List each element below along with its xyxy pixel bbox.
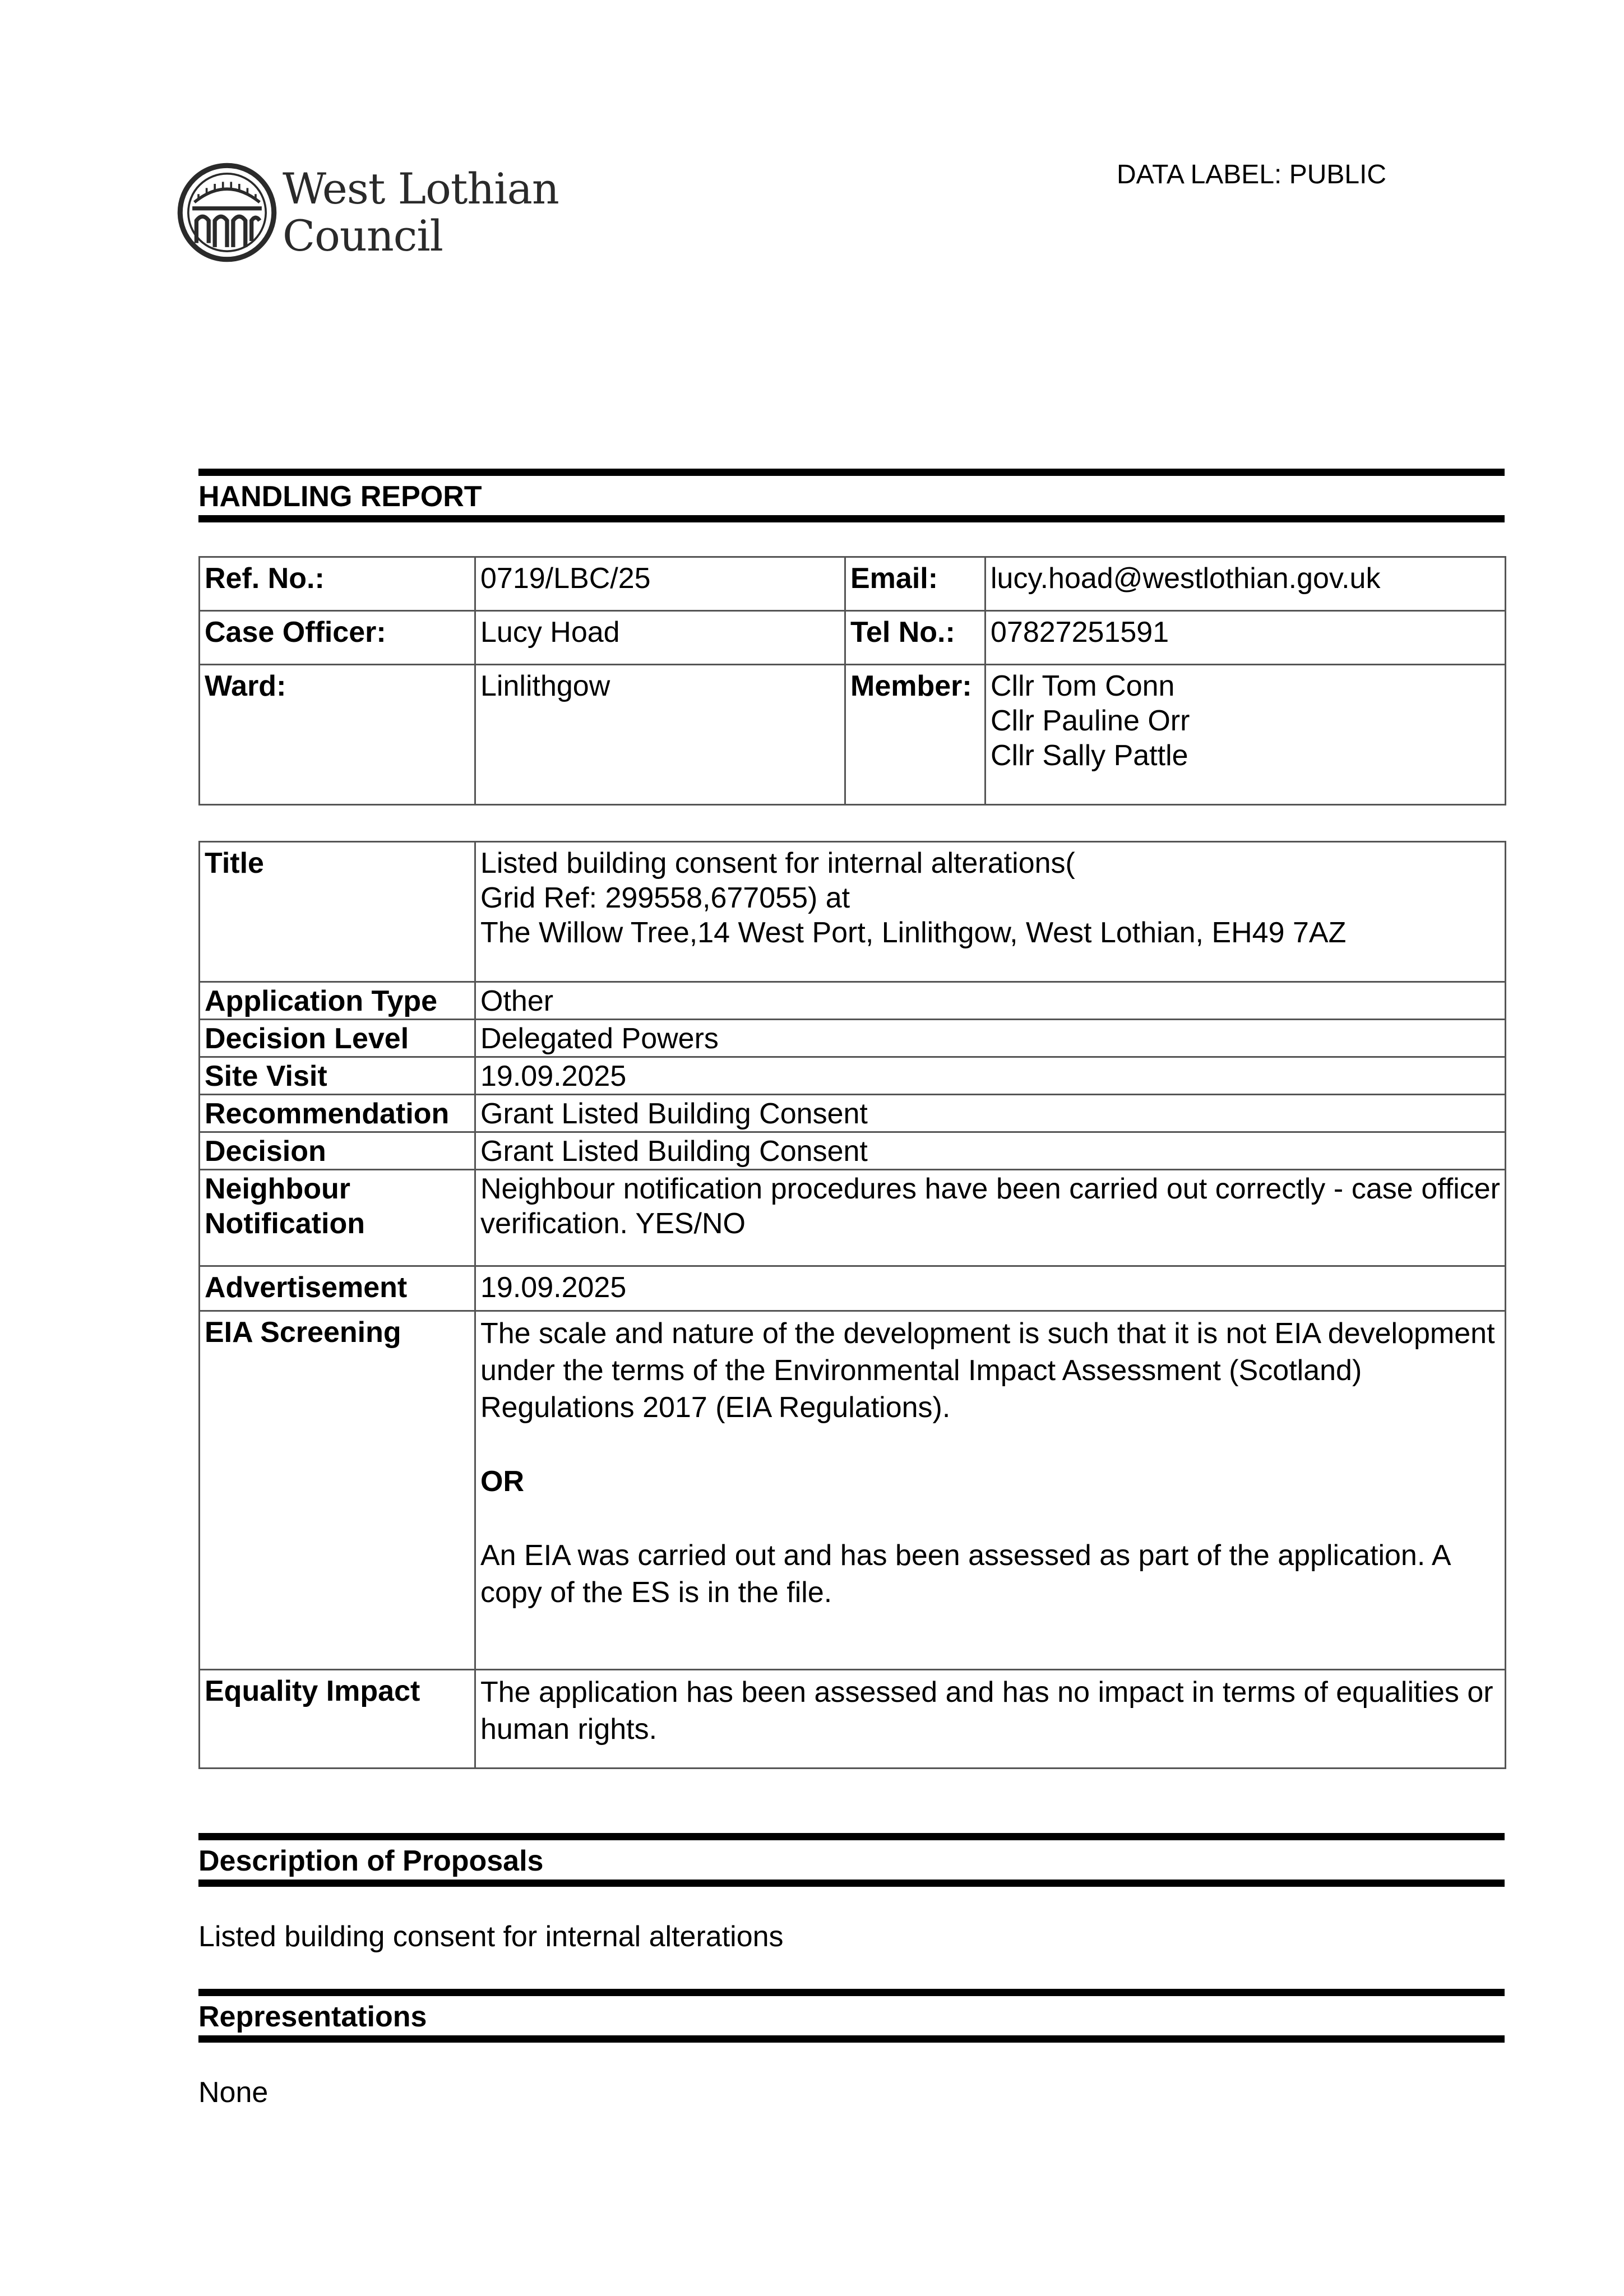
title-label: Title xyxy=(200,842,475,982)
eia-or: OR xyxy=(480,1465,524,1498)
site-visit-value: 19.09.2025 xyxy=(475,1057,1506,1095)
representations-text: None xyxy=(198,2076,269,2109)
member-label: Member: xyxy=(845,665,985,805)
eia-screening-label: EIA Screening xyxy=(200,1311,475,1670)
neighbour-notification-value: Neighbour notification procedures have been carried out correctly - case officer verification. YES/NO xyxy=(475,1170,1506,1266)
representations-heading-text: Representations xyxy=(198,2001,427,2033)
ward-label: Ward: xyxy=(200,665,475,805)
logo-line-2: Council xyxy=(283,211,443,261)
title-value: Listed building consent for internal alterations( Grid Ref: 299558,677055) at The Willow Tree,14 West Port, Linlithgow, West Lothian, EH49 7AZ xyxy=(475,842,1506,982)
recommendation-label: Recommendation xyxy=(200,1095,475,1132)
application-type-label: Application Type xyxy=(200,982,475,1020)
decision-level-label: Decision Level xyxy=(200,1020,475,1057)
equality-impact-value: The application has been assessed and has no impact in terms of equalities or human rights. xyxy=(475,1670,1506,1769)
advertisement-label: Advertisement xyxy=(200,1266,475,1311)
data-label: DATA LABEL: PUBLIC xyxy=(1117,160,1387,189)
council-logo xyxy=(176,161,559,263)
handling-report-heading xyxy=(198,469,1505,522)
eia-paragraph-1: The scale and nature of the development is such that it is not EIA development under the terms of the Environmental Impact Assessment (Scotland) Regulations 2017 (EIA Regulations). xyxy=(480,1317,1495,1424)
handling-report-title: HANDLING REPORT xyxy=(198,480,482,513)
neighbour-notification-label: Neighbour Notification xyxy=(200,1170,475,1266)
logo-line-1: West Lothian xyxy=(283,164,559,214)
recommendation-value: Grant Listed Building Consent xyxy=(475,1095,1506,1132)
details-table xyxy=(198,841,1506,1769)
tel-label: Tel No.: xyxy=(845,611,985,665)
decision-label: Decision xyxy=(200,1132,475,1170)
tel-value: 07827251591 xyxy=(985,611,1506,665)
ward-value: Linlithgow xyxy=(475,665,845,805)
site-visit-label: Site Visit xyxy=(200,1057,475,1095)
contact-table xyxy=(198,556,1506,806)
ref-value: 0719/LBC/25 xyxy=(475,557,845,611)
decision-level-value: Delegated Powers xyxy=(475,1020,1506,1057)
viaduct-emblem-icon xyxy=(176,161,278,263)
officer-label: Case Officer: xyxy=(200,611,475,665)
equality-impact-label: Equality Impact xyxy=(200,1670,475,1769)
officer-value: Lucy Hoad xyxy=(475,611,845,665)
eia-paragraph-2: An EIA was carried out and has been assessed as part of the application. A copy of the ES is in the file. xyxy=(480,1539,1450,1609)
advertisement-value: 19.09.2025 xyxy=(475,1266,1506,1311)
description-text: Listed building consent for internal alterations xyxy=(198,1920,784,1953)
member-list: Cllr Tom Conn Cllr Pauline Orr Cllr Sally Pattle xyxy=(985,665,1506,805)
application-type-value: Other xyxy=(475,982,1506,1020)
description-heading xyxy=(198,1833,1505,1887)
representations-heading xyxy=(198,1989,1505,2043)
email-label: Email: xyxy=(845,557,985,611)
ref-label: Ref. No.: xyxy=(200,557,475,611)
eia-screening-value xyxy=(475,1311,1506,1670)
decision-value: Grant Listed Building Consent xyxy=(475,1132,1506,1170)
email-value[interactable]: lucy.hoad@westlothian.gov.uk xyxy=(985,557,1506,611)
council-name xyxy=(283,165,559,260)
description-heading-text: Description of Proposals xyxy=(198,1845,544,1877)
